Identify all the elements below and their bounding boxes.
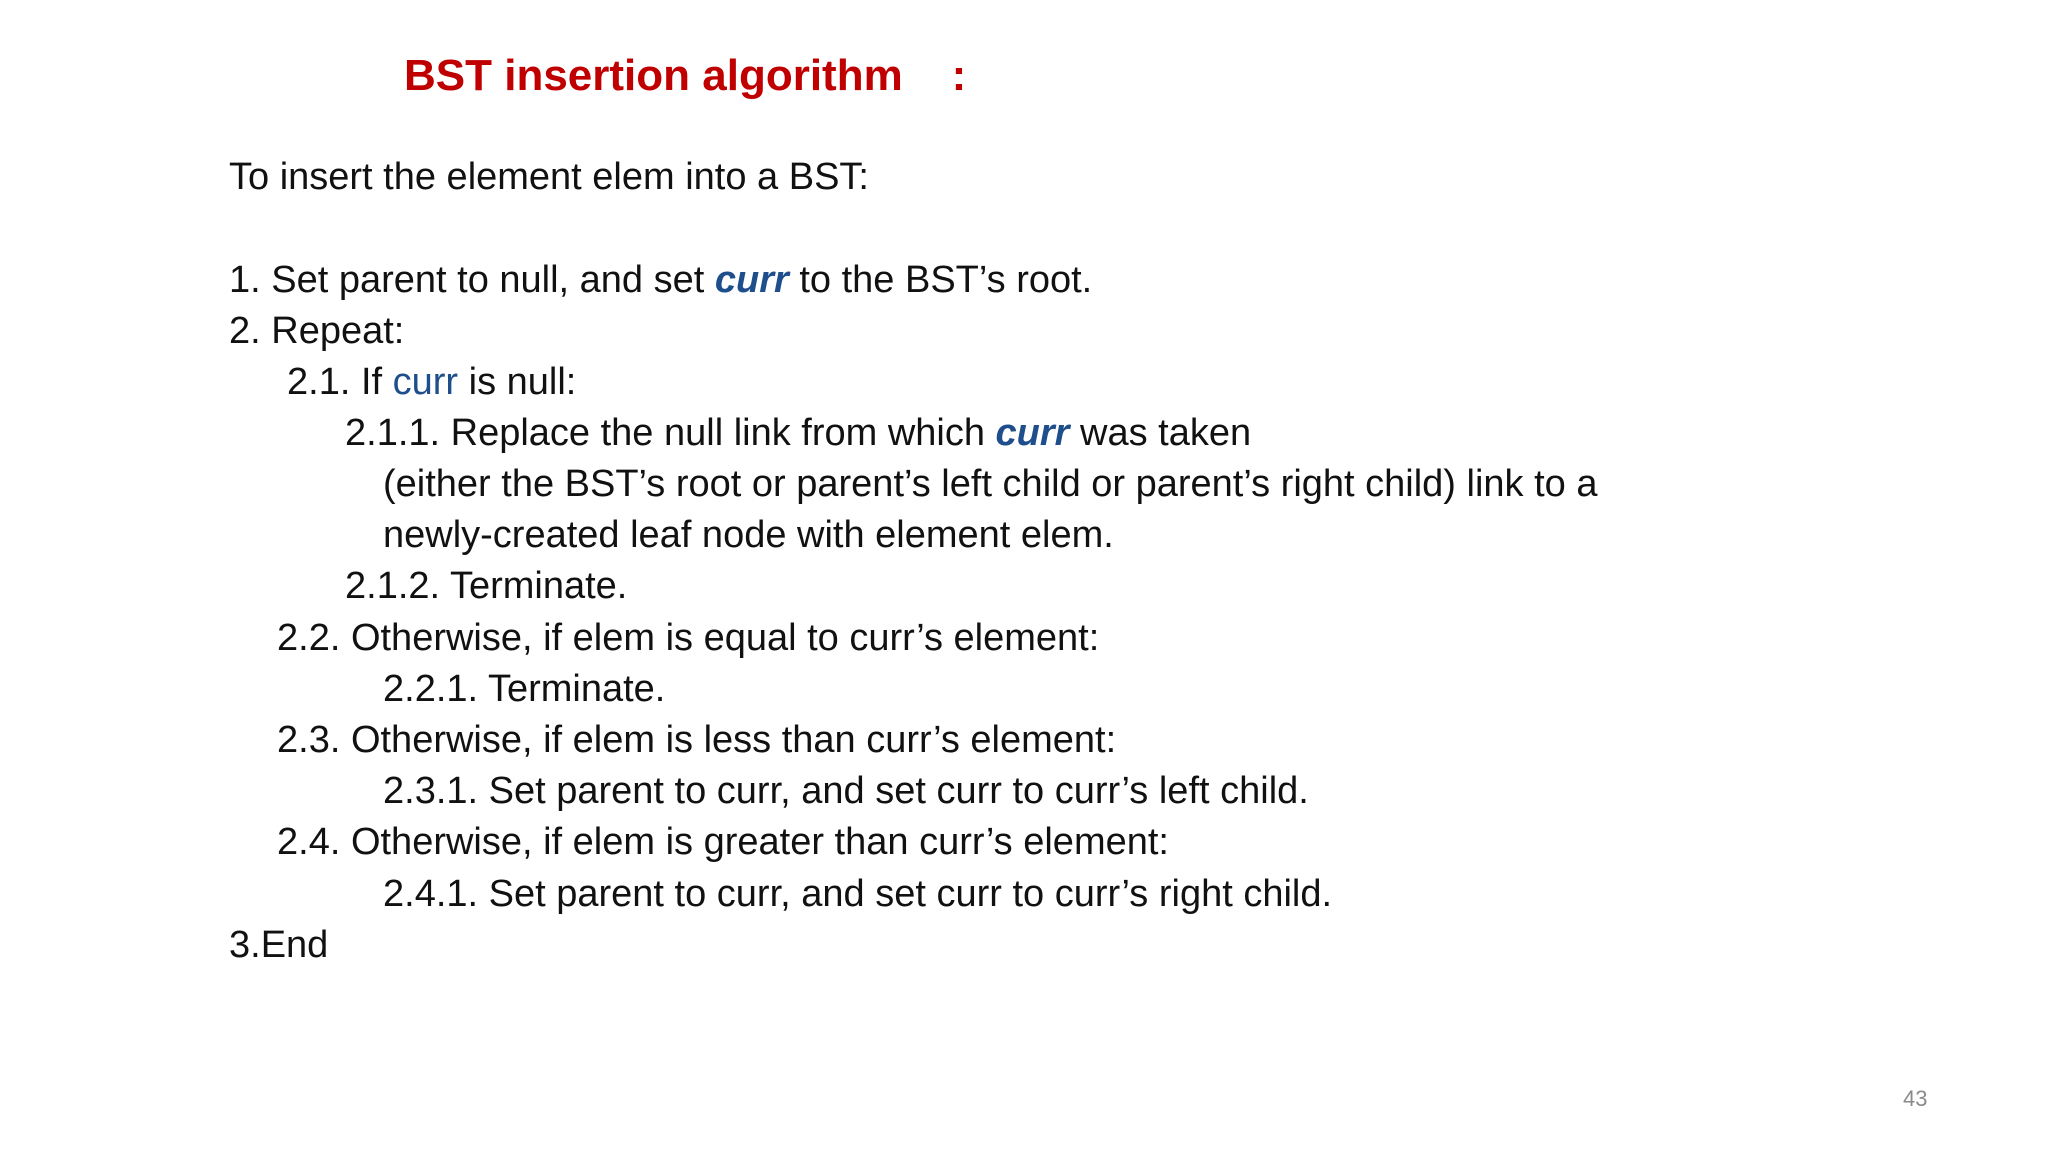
step-2-1-post: is null: <box>458 361 577 403</box>
step-1-pre: 1. Set parent to null, and set <box>229 259 715 301</box>
step-2-2-1: 2.2.1. Terminate. <box>383 668 666 710</box>
step-2-1-1-continuation-2: newly-created leaf node with element elem. <box>383 514 1114 556</box>
step-2: 2. Repeat: <box>229 310 405 352</box>
step-2-4-1: 2.4.1. Set parent to curr, and set curr to curr’s right child. <box>383 873 1333 915</box>
step-1-post: to the BST’s root. <box>788 259 1093 301</box>
step-2-3: 2.3. Otherwise, if elem is less than curr’s element: <box>277 719 1117 761</box>
step-1-curr-var: curr <box>714 259 789 301</box>
step-2-1-1-curr-var: curr <box>995 412 1070 454</box>
step-1 <box>229 256 1092 304</box>
step-2-1-2: 2.1.2. Terminate. <box>345 565 628 607</box>
step-2-4: 2.4. Otherwise, if elem is greater than curr’s element: <box>277 821 1169 863</box>
step-2-3-1: 2.3.1. Set parent to curr, and set curr to curr’s left child. <box>383 770 1309 812</box>
step-2-1-1 <box>345 409 1251 457</box>
page-number: 43 <box>1903 1086 1928 1111</box>
step-2-1 <box>287 358 576 406</box>
step-2-2: 2.2. Otherwise, if elem is equal to curr’s element: <box>277 617 1100 659</box>
step-2-1-1-pre: 2.1.1. Replace the null link from which <box>345 412 996 454</box>
intro-text: To insert the element elem into a BST: <box>229 156 869 198</box>
step-2-1-pre: 2.1. If <box>287 361 393 403</box>
step-2-1-curr-var: curr <box>392 361 459 403</box>
slide-title: BST insertion algorithm : <box>404 51 967 100</box>
step-2-1-1-post: was taken <box>1069 412 1252 454</box>
step-2-1-1-continuation-1: (either the BST’s root or parent’s left child or parent’s right child) link to a <box>383 463 1598 505</box>
step-3: 3.End <box>229 924 329 966</box>
